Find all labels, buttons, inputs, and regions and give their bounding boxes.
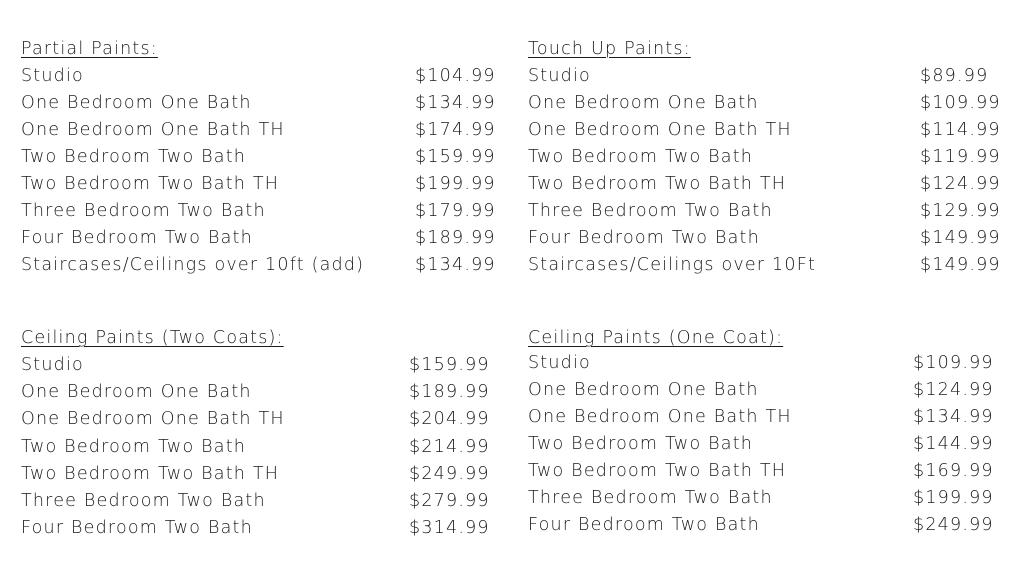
- row-label: Staircases/Ceilings over 10Ft: [528, 255, 817, 275]
- row-label: Four Bedroom Two Bath: [21, 518, 253, 539]
- row-label: Two Bedroom Two Bath: [528, 147, 754, 167]
- section-title: Partial Paints:: [21, 39, 158, 59]
- row-price: $179.99: [415, 201, 496, 221]
- row-price: $169.99: [913, 461, 994, 481]
- price-row: [528, 198, 1008, 225]
- price-row: [528, 485, 1008, 512]
- price-row: [528, 63, 1008, 90]
- row-price: $199.99: [913, 488, 994, 508]
- row-price: $279.99: [409, 490, 490, 511]
- row-price: $159.99: [415, 147, 496, 167]
- row-price: $89.99: [920, 66, 989, 86]
- row-label: One Bedroom One Bath: [528, 93, 759, 113]
- row-label: Three Bedroom Two Bath: [21, 201, 266, 221]
- price-row: [21, 406, 501, 433]
- price-row: [528, 144, 1008, 171]
- touch-up-paints-section: [528, 36, 1008, 279]
- row-price: $249.99: [409, 463, 490, 484]
- price-row: [21, 252, 501, 279]
- row-price: $134.99: [415, 93, 496, 113]
- row-price: $189.99: [409, 382, 490, 403]
- price-row: [21, 171, 501, 198]
- row-label: Two Bedroom Two Bath TH: [21, 174, 280, 194]
- price-row: [21, 379, 501, 406]
- price-row: [528, 512, 1008, 539]
- row-price: $114.99: [920, 120, 1001, 140]
- row-label: Staircases/Ceilings over 10ft (add): [21, 255, 365, 275]
- row-price: $129.99: [920, 201, 1001, 221]
- row-label: Three Bedroom Two Bath: [528, 201, 773, 221]
- row-label: One Bedroom One Bath: [21, 93, 252, 113]
- price-row: [21, 144, 501, 171]
- price-row: [21, 90, 501, 117]
- row-price: $174.99: [415, 120, 496, 140]
- row-label: Studio: [21, 355, 84, 375]
- row-price: $249.99: [913, 515, 994, 535]
- price-row: [528, 458, 1008, 485]
- row-label: One Bedroom One Bath: [21, 382, 252, 403]
- section-title: Ceiling Paints (One Coat):: [528, 328, 784, 348]
- row-price: $109.99: [920, 93, 1001, 113]
- row-price: $149.99: [920, 255, 1001, 275]
- ceiling-paints-two-coats-section: [21, 325, 501, 542]
- price-row: [528, 404, 1008, 431]
- row-label: Two Bedroom Two Bath TH: [21, 463, 280, 484]
- row-price: $109.99: [913, 353, 994, 373]
- price-row: [528, 377, 1008, 404]
- row-label: One Bedroom One Bath TH: [528, 407, 792, 427]
- row-price: $144.99: [913, 434, 994, 454]
- row-label: One Bedroom One Bath: [528, 380, 759, 400]
- price-row: [528, 117, 1008, 144]
- row-label: Three Bedroom Two Bath: [21, 490, 266, 511]
- price-row: [528, 252, 1008, 279]
- price-row: [528, 350, 1008, 377]
- row-price: $159.99: [409, 355, 490, 375]
- price-row: [528, 171, 1008, 198]
- row-label: Three Bedroom Two Bath: [528, 488, 773, 508]
- row-label: Two Bedroom Two Bath TH: [528, 461, 787, 481]
- price-row: [21, 352, 501, 379]
- row-label: One Bedroom One Bath TH: [21, 120, 285, 140]
- row-label: Two Bedroom Two Bath: [528, 434, 754, 454]
- section-title: Ceiling Paints (Two Coats):: [21, 328, 284, 348]
- row-price: $134.99: [913, 407, 994, 427]
- price-row: [21, 488, 501, 515]
- price-row: [21, 198, 501, 225]
- row-label: One Bedroom One Bath TH: [21, 409, 285, 430]
- row-price: $124.99: [913, 380, 994, 400]
- row-label: Two Bedroom Two Bath: [21, 147, 247, 167]
- row-price: $149.99: [920, 228, 1001, 248]
- partial-paints-section: [21, 36, 501, 279]
- section-title: Touch Up Paints:: [528, 39, 691, 59]
- row-price: $189.99: [415, 228, 496, 248]
- row-label: One Bedroom One Bath TH: [528, 120, 792, 140]
- price-row: [21, 117, 501, 144]
- row-label: Studio: [528, 66, 591, 86]
- price-row: [21, 461, 501, 488]
- price-row: [528, 90, 1008, 117]
- row-price: $204.99: [409, 409, 490, 430]
- row-price: $314.99: [409, 518, 490, 539]
- row-price: $104.99: [415, 66, 496, 86]
- row-label: Two Bedroom Two Bath: [21, 436, 247, 457]
- row-label: Studio: [21, 66, 84, 86]
- row-label: Two Bedroom Two Bath TH: [528, 174, 787, 194]
- price-row: [21, 225, 501, 252]
- row-label: Four Bedroom Two Bath: [21, 228, 253, 248]
- row-price: $199.99: [415, 174, 496, 194]
- price-row: [21, 63, 501, 90]
- price-row: [21, 434, 501, 461]
- row-price: $124.99: [920, 174, 1001, 194]
- price-row: [21, 515, 501, 542]
- row-price: $214.99: [409, 436, 490, 457]
- row-label: Studio: [528, 353, 591, 373]
- price-row: [528, 431, 1008, 458]
- row-label: Four Bedroom Two Bath: [528, 515, 760, 535]
- ceiling-paints-one-coat-section: [528, 325, 1008, 539]
- row-price: $134.99: [415, 255, 496, 275]
- price-row: [528, 225, 1008, 252]
- row-price: $119.99: [920, 147, 1001, 167]
- row-label: Four Bedroom Two Bath: [528, 228, 760, 248]
